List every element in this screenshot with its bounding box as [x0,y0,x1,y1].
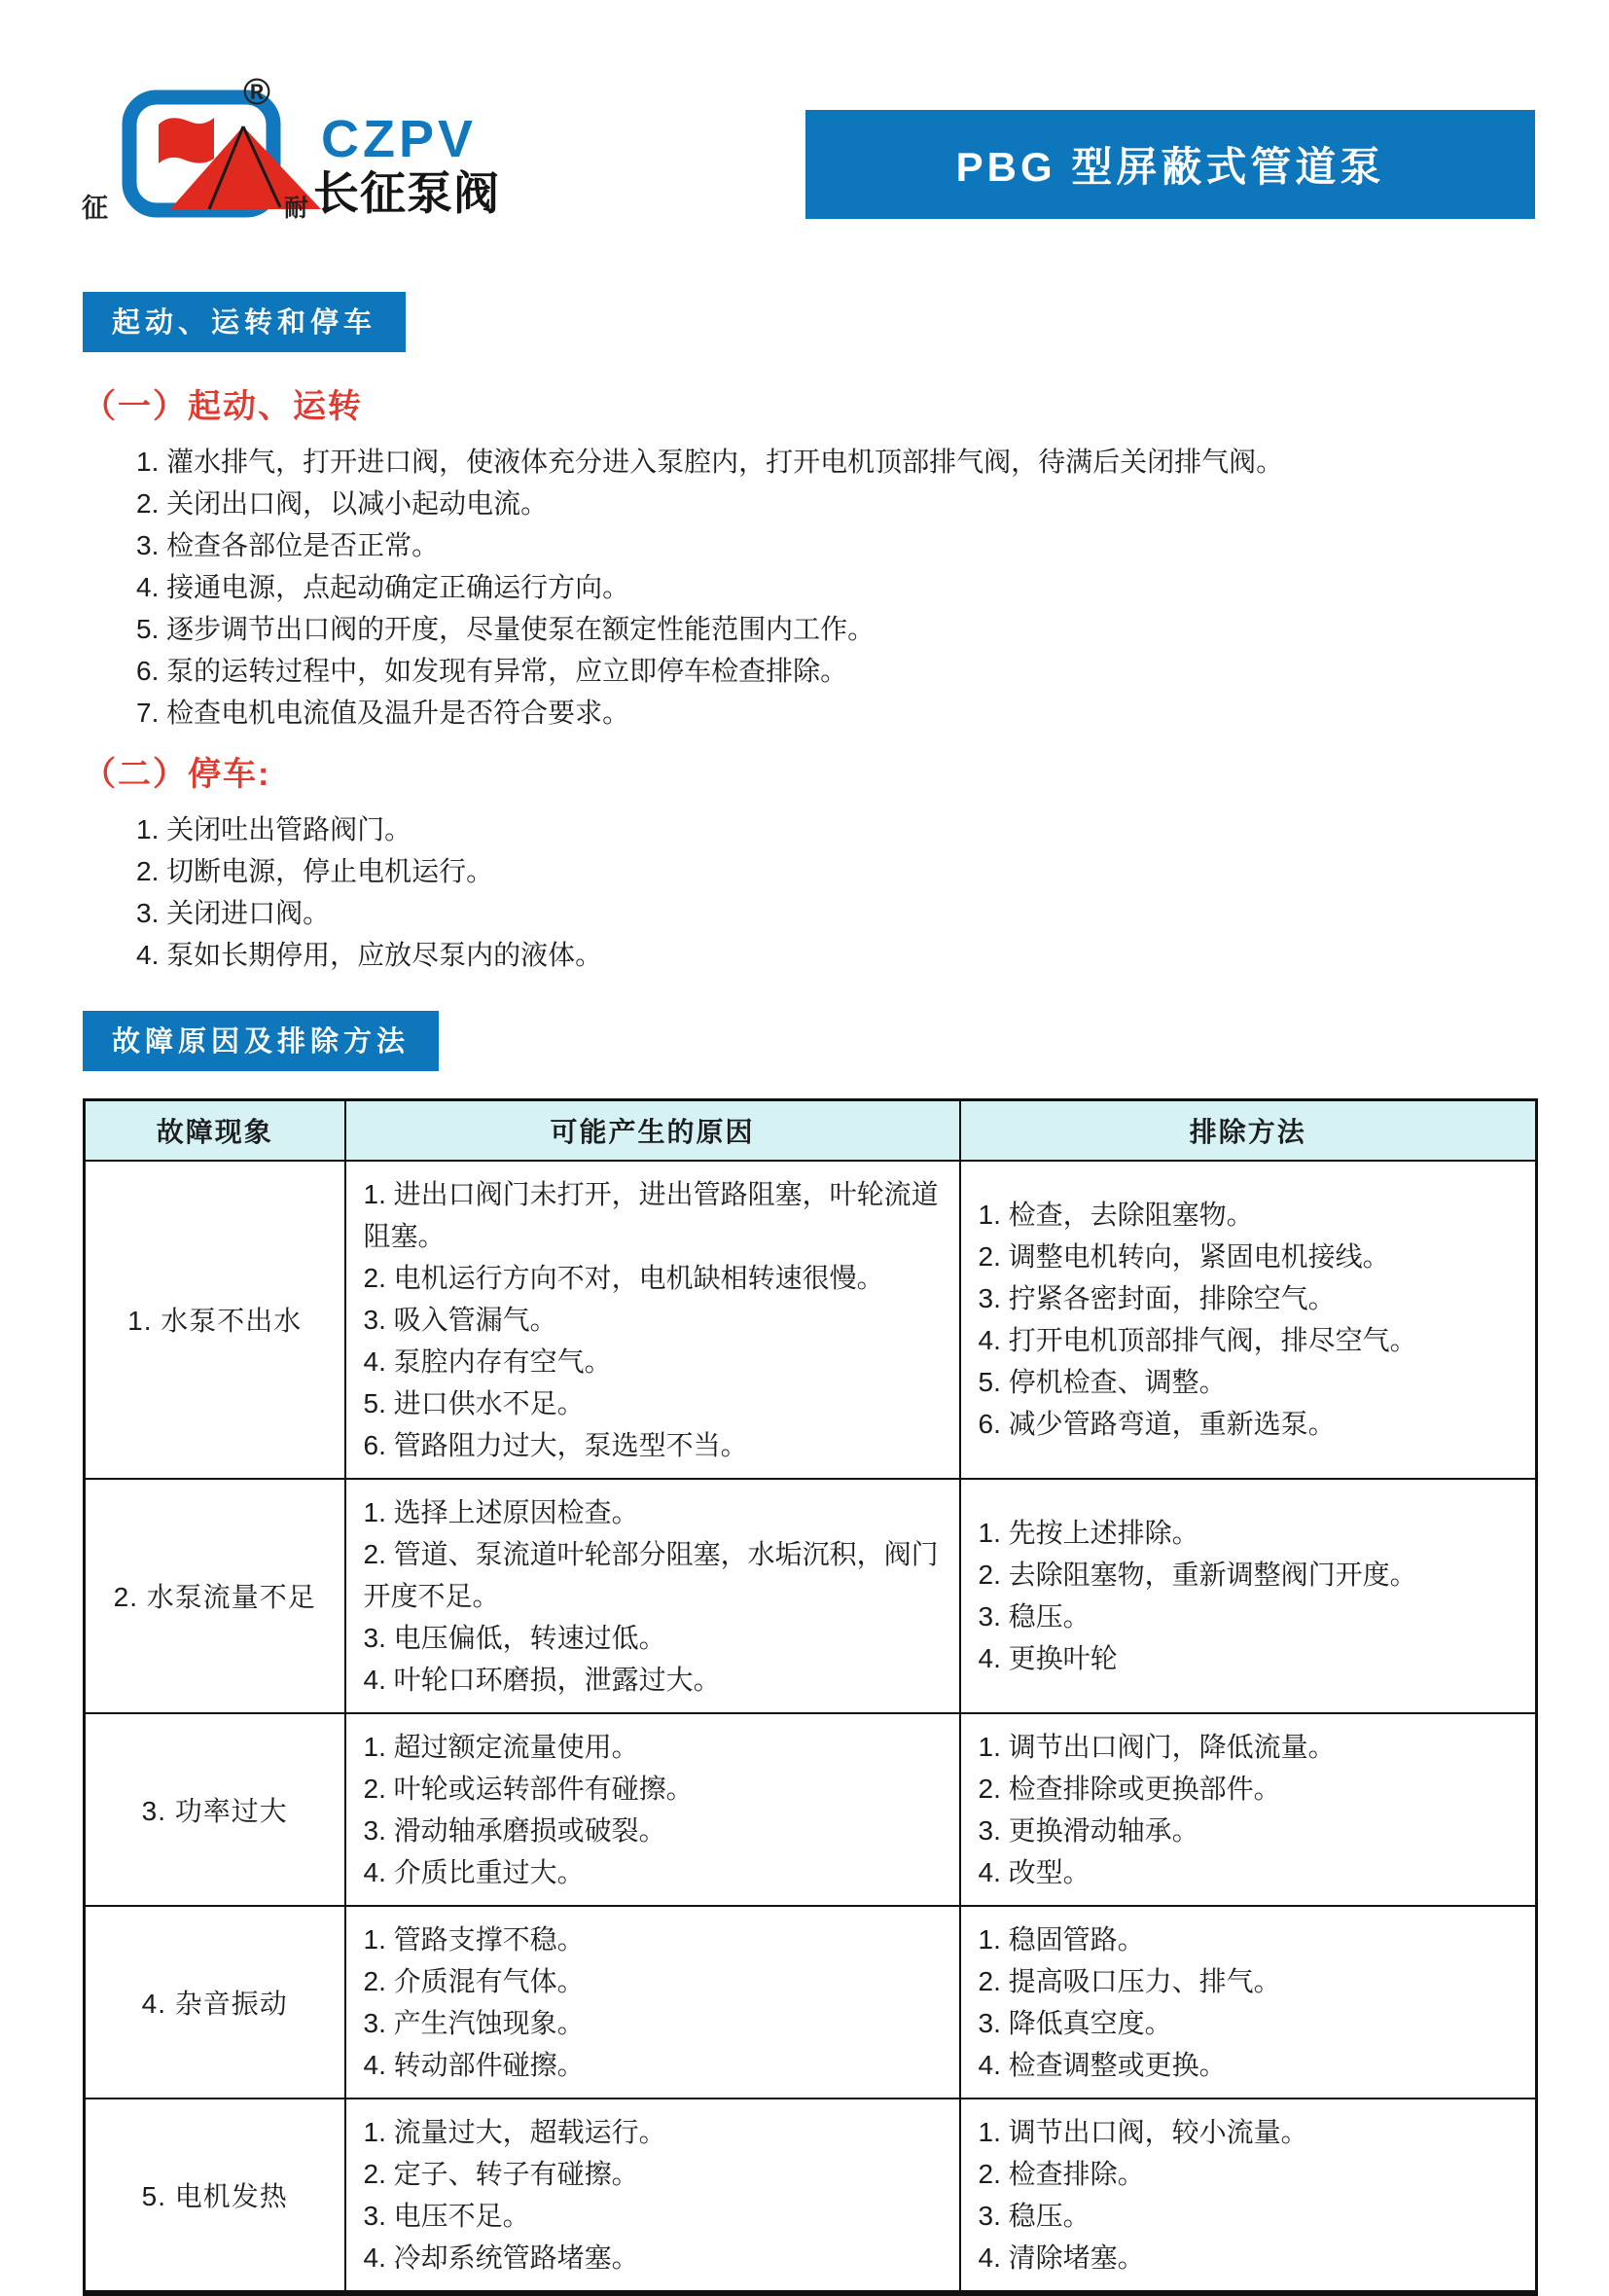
solution-line: 5. 停机检查、调整。 [978,1367,1227,1398]
solution-line: 2. 检查排除或更换部件。 [978,1773,1281,1804]
solutions-cell [960,1161,1537,1479]
cause-line: 3. 吸入管漏气。 [363,1304,557,1335]
solution-line: 3. 稳压。 [978,1601,1091,1632]
list-item: 3. 检查各部位是否正常。 [136,529,440,560]
solution-line: 3. 更换滑动轴承。 [978,1814,1199,1846]
cause-line: 5. 进口供水不足。 [363,1387,585,1418]
table-row [85,2099,1537,2293]
phenomenon-cell: 2. 水泵流量不足 [85,1479,345,1713]
solution-line: 1. 先按上述排除。 [978,1518,1199,1549]
cause-line: 3. 产生汽蚀现象。 [363,2007,585,2038]
list-item: 1. 灌水排气，打开进口阀，使液体充分进入泵腔内，打开电机顶部排气阀，待满后关闭排气阀。 [136,446,1284,477]
logo-brand-acronym: CZPV [321,110,478,168]
subsection-title-start-run: （一）起动、运转 [83,388,363,425]
solutions-cell [960,1479,1537,1713]
document-body [83,292,1535,2296]
cause-line: 1. 流量过大，超载运行。 [363,2116,666,2147]
cause-line: 4. 介质比重过大。 [363,1856,585,1887]
col-header-solutions: 排除方法 [960,1099,1537,1161]
solution-line: 4. 检查调整或更换。 [978,2049,1227,2080]
registered-trademark-icon: ® [243,72,270,113]
cause-line: 4. 叶轮口环磨损，泄露过大。 [363,1664,721,1695]
page-title-banner [805,110,1535,219]
solutions-cell [960,2099,1537,2293]
list-item: 2. 切断电源，停止电机运行。 [136,855,494,886]
solution-line: 3. 降低真空度。 [978,2007,1172,2038]
cause-line: 2. 电机运行方向不对，电机缺相转速很慢。 [363,1262,884,1293]
cause-line: 2. 管道、泵流道叶轮部分阻塞，水垢沉积，阀门开度不足。 [363,1538,939,1611]
fault-table [83,1098,1538,2296]
page-title: PBG 型屏蔽式管道泵 [955,144,1385,190]
causes-cell [345,2099,960,2293]
cause-line: 3. 滑动轴承磨损或破裂。 [363,1814,666,1846]
table-row [85,1161,1537,1479]
list-item: 5. 逐步调节出口阀的开度，尽量使泵在额定性能范围内工作。 [136,613,876,644]
solution-line: 3. 稳压。 [978,2200,1091,2231]
list-item: 7. 检查电机电流值及温升是否符合要求。 [136,697,630,728]
solution-line: 4. 改型。 [978,1856,1091,1887]
cause-line: 3. 电压偏低，转速过低。 [363,1622,666,1653]
table-row [85,1713,1537,1906]
solution-line: 2. 调整电机转向，紧固电机接线。 [978,1241,1390,1273]
section-header-startup: 起动、运转和停车 [83,292,406,352]
cause-line: 2. 叶轮或运转部件有碰擦。 [363,1773,694,1804]
cause-line: 1. 进出口阀门未打开，进出管路阻塞，叶轮流道阻塞。 [363,1178,939,1251]
col-header-causes: 可能产生的原因 [345,1099,960,1161]
solution-line: 4. 清除堵塞。 [978,2242,1145,2273]
logo-company-name: 长征泵阀 [313,167,500,219]
phenomenon-cell: 3. 功率过大 [85,1713,345,1906]
solution-line: 2. 提高吸口压力、排气。 [978,1965,1281,1996]
list-item: 2. 关闭出口阀，以减小起动电流。 [136,487,549,519]
start-run-list [83,441,1535,734]
table-row [85,1479,1537,1713]
list-item: 4. 接通电源，点起动确定正确运行方向。 [136,571,630,602]
solution-line: 4. 更换叶轮 [978,1643,1118,1674]
solution-line: 1. 调节出口阀，较小流量。 [978,2116,1308,2147]
col-header-phenomenon: 故障现象 [85,1099,345,1161]
logo-seal-char-right: 耐 [284,195,309,222]
cause-line: 4. 泵腔内存有空气。 [363,1345,612,1377]
solution-line: 4. 打开电机顶部排气阀，排尽空气。 [978,1325,1417,1356]
phenomenon-cell: 5. 电机发热 [85,2099,345,2293]
solutions-cell [960,1906,1537,2099]
cause-line: 1. 超过额定流量使用。 [363,1731,639,1762]
solution-line: 1. 调节出口阀门，降低流量。 [978,1731,1336,1762]
phenomenon-cell: 4. 杂音振动 [85,1906,345,2099]
causes-cell [345,1479,960,1713]
cause-line: 4. 冷却系统管路堵塞。 [363,2242,639,2273]
company-logo [0,0,545,233]
cause-line: 4. 转动部件碰擦。 [363,2049,585,2080]
causes-cell [345,1161,960,1479]
list-item: 1. 关闭吐出管路阀门。 [136,813,412,844]
cause-line: 1. 管路支撑不稳。 [363,1923,585,1955]
logo-seal-char-left: 征 [82,194,108,223]
table-header-row [85,1099,1537,1161]
causes-cell [345,1713,960,1906]
stop-list [83,808,1535,976]
cause-line: 1. 选择上述原因检查。 [363,1496,639,1527]
solution-line: 3. 拧紧各密封面，排除空气。 [978,1283,1336,1314]
table-row [85,1906,1537,2099]
solution-line: 1. 稳固管路。 [978,1923,1145,1955]
solution-line: 2. 去除阻塞物，重新调整阀门开度。 [978,1560,1417,1591]
subsection-title-stop: （二）停车: [83,755,271,793]
cause-line: 3. 电压不足。 [363,2200,530,2231]
list-item: 6. 泵的运转过程中，如发现有异常，应立即停车检查排除。 [136,655,848,686]
cause-line: 6. 管路阻力过大，泵选型不当。 [363,1429,748,1460]
section-header-faults: 故障原因及排除方法 [83,1011,439,1071]
solution-line: 6. 减少管路弯道，重新选泵。 [978,1409,1336,1440]
causes-cell [345,1906,960,2099]
list-item: 4. 泵如长期停用，应放尽泵内的液体。 [136,939,603,970]
solution-line: 1. 检查，去除阻塞物。 [978,1200,1254,1231]
list-item: 3. 关闭进口阀。 [136,897,331,928]
solution-line: 2. 检查排除。 [978,2158,1145,2189]
solutions-cell [960,1713,1537,1906]
cause-line: 2. 介质混有气体。 [363,1965,585,1996]
cause-line: 2. 定子、转子有碰擦。 [363,2158,639,2189]
phenomenon-cell: 1. 水泵不出水 [85,1161,345,1479]
